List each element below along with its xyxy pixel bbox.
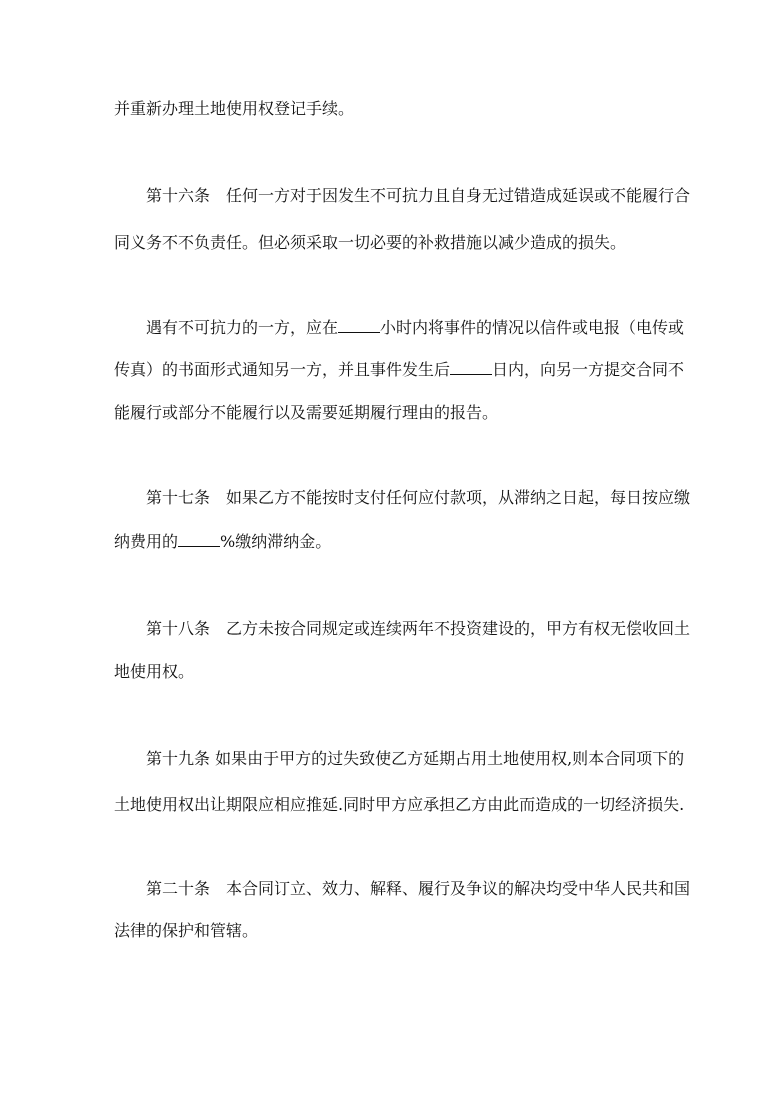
force-majeure-paragraph-line2 bbox=[0, 360, 774, 380]
text-line: 第十八条 乙方未按合同规定或连续两年不投资建设的，甲方有权无偿收回土 bbox=[146, 619, 691, 638]
text-line: 土地使用权出让期限应相应推延.同时甲方应承担乙方由此而造成的一切经济损失. bbox=[114, 795, 685, 814]
text-line: 日内，向另一方提交合同不 bbox=[492, 360, 685, 379]
blank-percent bbox=[178, 532, 220, 547]
text-line: %缴纳滞纳金。 bbox=[220, 532, 332, 551]
text-line: 地使用权。 bbox=[114, 662, 195, 681]
force-majeure-paragraph bbox=[0, 318, 774, 338]
article-16 bbox=[0, 186, 774, 206]
text-line: 并重新办理土地使用权登记手续。 bbox=[114, 99, 355, 118]
blank-days bbox=[450, 360, 492, 375]
article-19-cont bbox=[0, 795, 774, 815]
article-17 bbox=[0, 488, 774, 508]
text-line: 纳费用的 bbox=[114, 532, 179, 551]
text-line: 第二十条 本合同订立、效力、解释、履行及争议的解决均受中华人民共和国 bbox=[146, 879, 691, 898]
text-line: 小时内将事件的情况以信件或电报（电传或 bbox=[380, 318, 685, 337]
text-line: 第十九条 如果由于甲方的过失致使乙方延期占用土地使用权,则本合同项下的 bbox=[146, 749, 685, 768]
article-20-cont bbox=[0, 921, 774, 941]
text-line: 传真）的书面形式通知另一方，并且事件发生后 bbox=[114, 360, 451, 379]
article-18-cont bbox=[0, 662, 774, 682]
article-18 bbox=[0, 619, 774, 639]
text-line: 第十六条 任何一方对于因发生不可抗力且自身无过错造成延误或不能履行合 bbox=[146, 186, 691, 205]
article-17-cont bbox=[0, 532, 774, 552]
blank-hours bbox=[338, 318, 380, 333]
force-majeure-paragraph-line3 bbox=[0, 403, 774, 423]
article-16-cont bbox=[0, 233, 774, 253]
text-line: 法律的保护和管辖。 bbox=[114, 921, 259, 940]
text-line: 第十七条 如果乙方不能按时支付任何应付款项，从滞纳之日起，每日按应缴 bbox=[146, 488, 691, 507]
article-20 bbox=[0, 879, 774, 899]
text-line: 能履行或部分不能履行以及需要延期履行理由的报告。 bbox=[114, 403, 499, 422]
text-line: 遇有不可抗力的一方，应在 bbox=[146, 318, 339, 337]
text-line: 同义务不不负责任。但必须采取一切必要的补救措施以减少造成的损失。 bbox=[114, 233, 627, 252]
article-19 bbox=[0, 749, 774, 769]
paragraph-continuation bbox=[0, 99, 774, 119]
